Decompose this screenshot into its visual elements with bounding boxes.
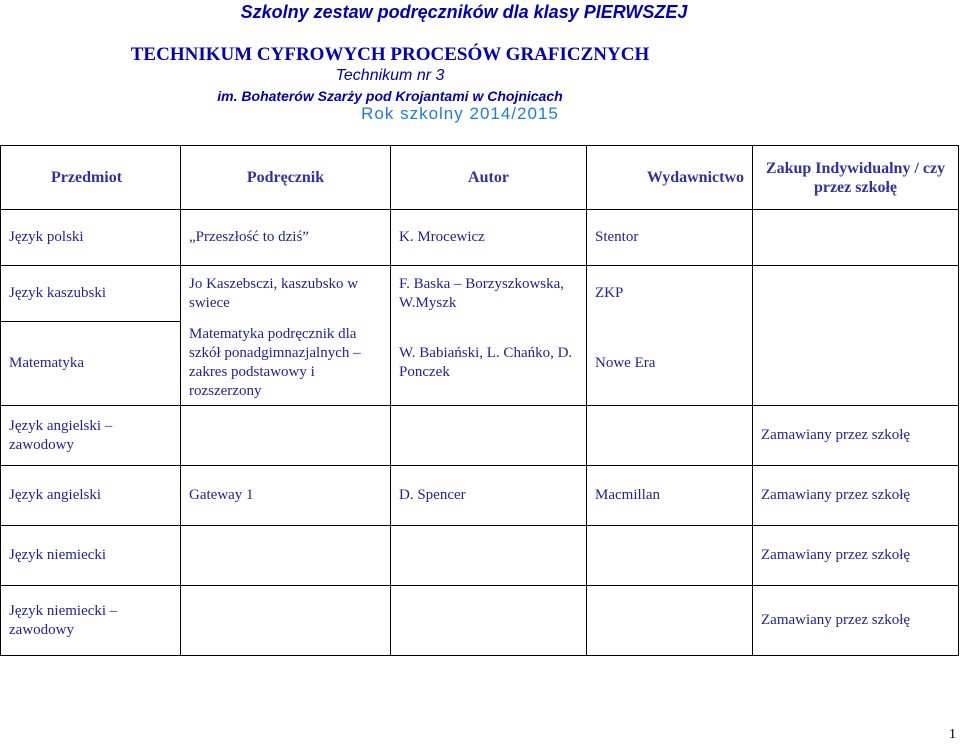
cell-publisher bbox=[587, 406, 753, 466]
cell-purchase bbox=[753, 266, 959, 322]
cell-publisher bbox=[587, 526, 753, 586]
textbook-table bbox=[0, 145, 959, 656]
header-publisher: Wydawnictwo bbox=[587, 146, 753, 210]
header-subject: Przedmiot bbox=[1, 146, 181, 210]
table-row bbox=[1, 466, 959, 526]
cell-author: D. Spencer bbox=[391, 466, 587, 526]
header-textbook: Podręcznik bbox=[181, 146, 391, 210]
table-row bbox=[1, 586, 959, 656]
cell-subject: Język angielski – zawodowy bbox=[1, 406, 181, 466]
cell-author: K. Mrocewicz bbox=[391, 210, 587, 266]
cell-subject: Język kaszubski bbox=[1, 266, 181, 322]
header-author: Autor bbox=[391, 146, 587, 210]
cell-author bbox=[391, 526, 587, 586]
school-year: Rok szkolny 2014/2015 bbox=[361, 104, 559, 123]
cell-subject: Język angielski bbox=[1, 466, 181, 526]
cell-subject: Język niemiecki bbox=[1, 526, 181, 586]
table-row bbox=[1, 210, 959, 266]
cell-textbook: Gateway 1 bbox=[181, 466, 391, 526]
school-number: Technikum nr 3 bbox=[335, 67, 445, 84]
cell-textbook: „Przeszłość to dziś” bbox=[181, 210, 391, 266]
cell-publisher: Stentor bbox=[587, 210, 753, 266]
header-purchase: Zakup Indywidualny / czy przez szkołę bbox=[753, 146, 959, 210]
table-row bbox=[1, 266, 959, 322]
cell-subject: Język polski bbox=[1, 210, 181, 266]
cell-purchase bbox=[753, 210, 959, 266]
table-row bbox=[1, 406, 959, 466]
page-number: 1 bbox=[949, 727, 956, 742]
cell-author: W. Babiański, L. Chańko, D. Ponczek bbox=[391, 322, 587, 406]
cell-publisher: ZKP bbox=[587, 266, 753, 322]
cell-publisher bbox=[587, 586, 753, 656]
cell-textbook: Matematyka podręcznik dla szkół ponadgimnazjalnych – zakres podstawowy i rozszerzony bbox=[181, 322, 391, 406]
school-name: TECHNIKUM CYFROWYCH PROCESÓW GRAFICZNYCH bbox=[130, 44, 650, 65]
cell-subject: Język niemiecki – zawodowy bbox=[1, 586, 181, 656]
cell-publisher: Macmillan bbox=[587, 466, 753, 526]
table-row bbox=[1, 322, 959, 406]
cell-textbook bbox=[181, 406, 391, 466]
cell-author: F. Baska – Borzyszkowska, W.Myszk bbox=[391, 266, 587, 322]
cell-subject: Matematyka bbox=[1, 322, 181, 406]
cell-purchase: Zamawiany przez szkołę bbox=[753, 466, 959, 526]
table-header-row bbox=[1, 146, 959, 210]
cell-textbook: Jo Kaszebsczi, kaszubsko w swiece bbox=[181, 266, 391, 322]
cell-purchase: Zamawiany przez szkołę bbox=[753, 406, 959, 466]
table-row bbox=[1, 526, 959, 586]
school-patron: im. Bohaterów Szarży pod Krojantami w Chojnicach bbox=[217, 88, 563, 104]
cell-textbook bbox=[181, 526, 391, 586]
document-title: Szkolny zestaw podręczników dla klasy PIERWSZEJ bbox=[240, 2, 688, 22]
cell-purchase: Zamawiany przez szkołę bbox=[753, 586, 959, 656]
cell-textbook bbox=[181, 586, 391, 656]
cell-author bbox=[391, 586, 587, 656]
cell-purchase bbox=[753, 322, 959, 406]
cell-author bbox=[391, 406, 587, 466]
cell-publisher: Nowe Era bbox=[587, 322, 753, 406]
cell-purchase: Zamawiany przez szkołę bbox=[753, 526, 959, 586]
